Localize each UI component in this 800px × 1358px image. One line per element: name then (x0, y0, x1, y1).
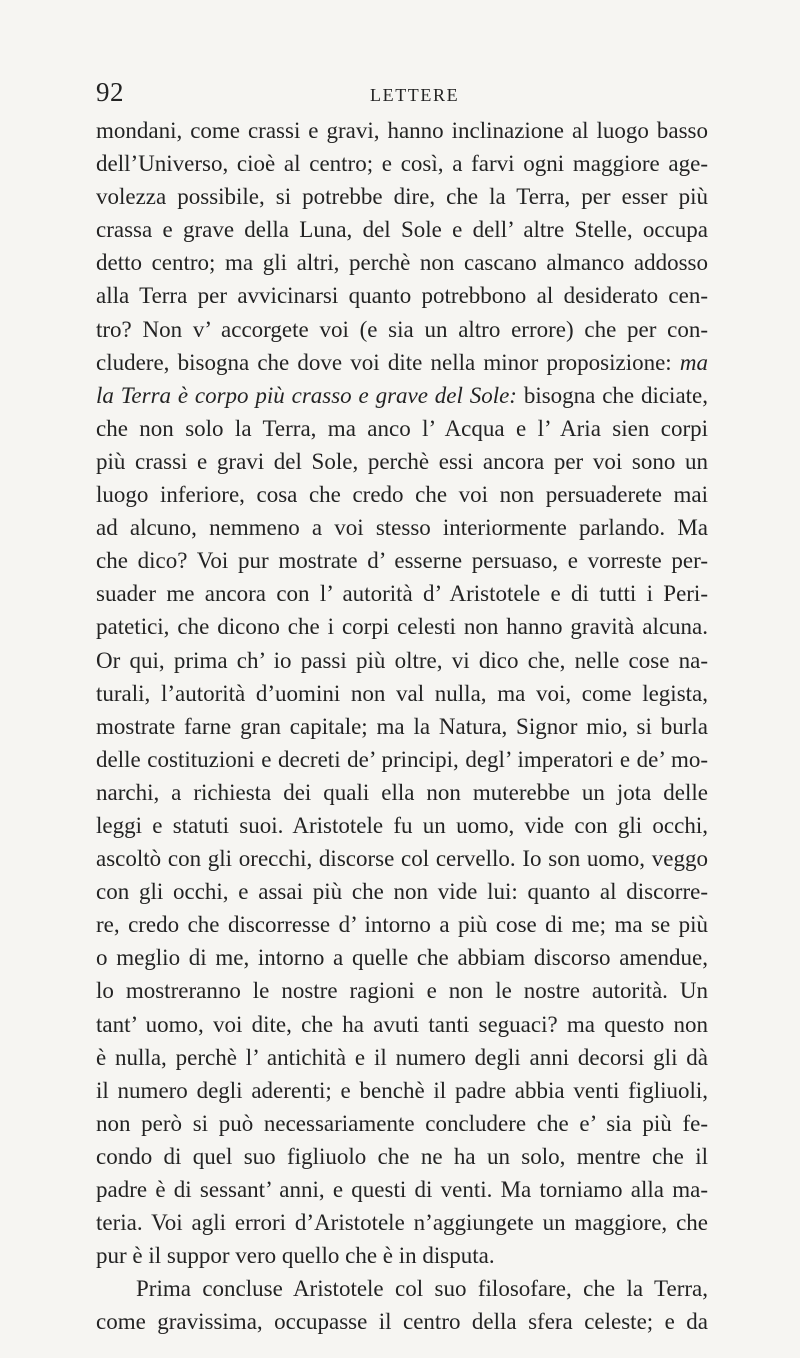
page-body-text (96, 114, 708, 1338)
text-line: padre è di sessant’ anni, e questi di venti. Ma torniamo alla ma- (96, 1177, 708, 1202)
text-line: Or qui, prima ch’ io passi più oltre, vi dico che, nelle cose na- (96, 647, 708, 673)
text-line: ascoltò con gli orecchi, discorse col cervello. Io son uomo, veggo (96, 846, 708, 872)
text-line: re, credo che discorresse d’ intorno a più cose di me; ma se più (96, 912, 708, 938)
text-line: detto centro; ma gli altri, perchè non cascano almanco addosso (96, 250, 708, 276)
text-line: crassa e grave della Luna, del Sole e dell’ altre Stelle, occupa (96, 217, 708, 243)
text-line: lo mostreranno le nostre ragioni e non le nostre autorità. Un (96, 978, 708, 1004)
text-line: mondani, come crassi e gravi, hanno inclinazione al luogo basso (96, 118, 708, 143)
text-line: tant’ uomo, voi dite, che ha avuti tanti seguaci? ma questo non (96, 1011, 708, 1037)
text-line: più crassi e gravi del Sole, perchè essi ancora per voi sono un (96, 448, 708, 474)
text-line: come gravissima, occupasse il centro della sfera celeste; e da (96, 1309, 708, 1335)
text-line: dell’Universo, cioè al centro; e così, a farvi ogni maggiore age- (96, 151, 708, 177)
running-title: LETTERE (370, 85, 460, 105)
text-line: che non solo la Terra, ma anco l’ Acqua e l’ Aria sien corpi (96, 415, 708, 441)
text-line: patetici, che dicono che i corpi celesti non hanno gravità alcuna. (96, 614, 708, 640)
text-line: tro? Non v’ accorgete voi (e sia un altro errore) che per con- (96, 316, 708, 342)
text-line: narchi, a richiesta dei quali ella non muterebbe un jota delle (96, 779, 708, 805)
text-segment: bisogna che diciate, (523, 382, 708, 408)
text-line: volezza possibile, si potrebbe dire, che la Terra, per esser più (96, 184, 708, 210)
text-line: non però si può necessariamente concludere che e’ sia più fe- (96, 1110, 708, 1136)
italic-phrase: la Terra è corpo più crasso e grave del Sole: (96, 382, 517, 408)
text-line: o meglio di me, intorno a quelle che abbiam discorso amendue, (96, 945, 708, 971)
text-line: delle costituzioni e decreti de’ principi, degl’ imperatori e de’ mo- (96, 746, 708, 772)
text-line: condo di quel suo figliuolo che ne ha un solo, mentre che il (96, 1143, 708, 1169)
text-line: leggi e statuti suoi. Aristotele fu un uomo, vide con gli occhi, (96, 812, 708, 838)
text-line: è nulla, perchè l’ antichità e il numero degli anni decorsi gli dà (96, 1044, 708, 1070)
text-line: alla Terra per avvicinarsi quanto potrebbono al desiderato cen- (96, 283, 708, 309)
italic-phrase: ma (679, 349, 709, 375)
text-line: suader me ancora con l’ autorità d’ Aristotele e di tutti i Peri- (96, 581, 708, 607)
text-line: turali, l’autorità d’uomini non val nulla, ma voi, come legista, (96, 680, 708, 706)
page-number: 92 (96, 77, 124, 107)
text-line-with-italic (96, 346, 708, 379)
text-line-paragraph-end: pur è il suppor vero quello che è in disputa. (96, 1243, 495, 1269)
text-line: luogo inferiore, cosa che credo che voi non persuaderete mai (96, 482, 708, 508)
text-line: con gli occhi, e assai più che non vide lui: quanto al discorre- (96, 879, 708, 905)
text-line: mostrate farne gran capitale; ma la Natura, Signor mio, si burla (96, 713, 708, 739)
text-line-with-italic (96, 379, 708, 412)
text-line: ad alcuno, nemmeno a voi stesso interiormente parlando. Ma (96, 515, 708, 541)
text-line: che dico? Voi pur mostrate d’ esserne persuaso, e vorreste per- (96, 548, 708, 574)
text-line-paragraph-start: Prima concluse Aristotele col suo filosofare, che la Terra, (136, 1276, 708, 1302)
text-line: il numero degli aderenti; e benchè il padre abbia venti figliuoli, (96, 1077, 708, 1103)
text-line: teria. Voi agli errori d’Aristotele n’aggiungete un maggiore, che (96, 1210, 708, 1236)
text-segment: cludere, bisogna che dove voi dite nella minor proposizione: (96, 349, 672, 375)
